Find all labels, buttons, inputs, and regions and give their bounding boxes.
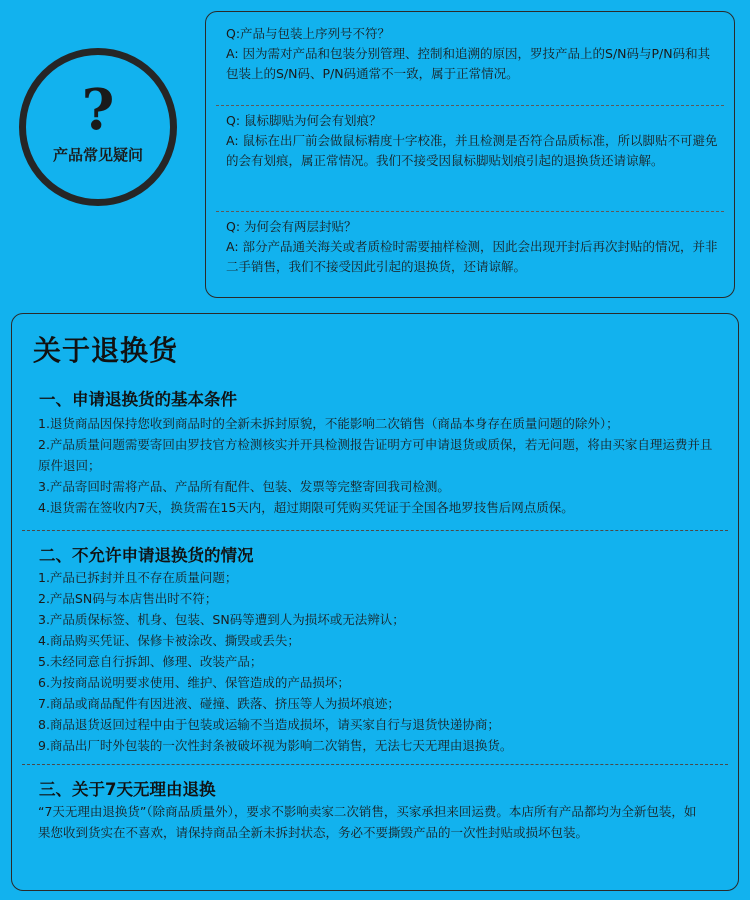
section-divider: [22, 764, 728, 765]
seven-days-paragraph: “7天无理由退换货”（除商品质量外），要求不影响卖家二次销售，买家承担来回运费。本店所有产品都均为全新包装，如果您收到货实在不喜欢，请保持商品全新未拆封状态，务必不要撕毁产品的一次性封贴或损坏包装。: [38, 804, 697, 840]
faq-badge-title: 产品常见疑问: [52, 145, 143, 164]
faq-answer: A: 因为需对产品和包装分别管理、控制和追溯的原因，罗技产品上的S/N码与P/N码和其包装上的S/N码、P/N码通常不一致，属于正常情况。: [226, 46, 711, 81]
list-item: 9.商品出厂时外包装的一次性封条被破坏视为影响二次销售，无法七天无理由退换货。: [38, 738, 513, 753]
section-heading-seven-days: 三、关于7天无理由退换: [39, 780, 216, 799]
faq-badge: [19, 48, 177, 206]
faq-divider: [216, 211, 724, 212]
faq-panel: [205, 11, 735, 298]
list-item: 3.产品质保标签、机身、包装、SN码等遭到人为损坏或无法辨认；: [38, 612, 405, 627]
section-divider: [22, 530, 728, 531]
section-heading-not-allowed: 二、不允许申请退换货的情况: [39, 546, 254, 565]
faq-item: [226, 111, 720, 171]
faq-answer: A: 鼠标在出厂前会做鼠标精度十字校准，并且检测是否符合品质标准，所以脚贴不可避免的会有划痕，属正常情况。我们不接受因鼠标脚贴划痕引起的退换货还请谅解。: [226, 133, 718, 168]
returns-panel: [11, 313, 739, 891]
list-item: 6.为按商品说明要求使用、维护、保管造成的产品损坏；: [38, 675, 350, 690]
returns-title: 关于退换货: [33, 334, 179, 367]
faq-item: [226, 24, 720, 84]
list-item: 4.商品购买凭证、保修卡被涂改、撕毁或丢失；: [38, 633, 300, 648]
list-item: 8.商品退货返回过程中由于包装或运输不当造成损坏，请买家自行与退货快递协商；: [38, 717, 500, 732]
list-item: 4.退货需在签收内7天，换货需在15天内，超过期限可凭购买凭证于全国各地罗技售后网点质保。: [38, 500, 574, 515]
list-item: 3.产品寄回时需将产品、产品所有配件、包装、发票等完整寄回我司检测。: [38, 479, 450, 494]
not-allowed-list: [38, 567, 720, 756]
list-item: 1.产品已拆封并且不存在质量问题；: [38, 570, 238, 585]
list-item: 1.退货商品因保持您收到商品时的全新未拆封原貌，不能影响二次销售（商品本身存在质量问题的除外）；: [38, 416, 619, 431]
conditions-list: [38, 413, 720, 518]
list-item: 2.产品SN码与本店售出时不符；: [38, 591, 218, 606]
faq-divider: [216, 105, 724, 106]
section-heading-conditions: 一、申请退换货的基本条件: [39, 390, 237, 409]
list-item: 7.商品或商品配件有因进液、碰撞、跌落、挤压等人为损坏痕迹；: [38, 696, 400, 711]
faq-question: Q: 为何会有两层封贴？: [226, 219, 357, 234]
faq-item: [226, 217, 720, 277]
question-mark-icon: ?: [81, 76, 115, 143]
faq-answer: A: 部分产品通关海关或者质检时需要抽样检测，因此会出现开封后再次封贴的情况，并非二手销售，我们不接受因此引起的退换货，还请谅解。: [226, 239, 718, 274]
list-item: 2.产品质量问题需要寄回由罗技官方检测核实并开具检测报告证明方可申请退货或质保，若无问题，将由买家自理运费并且原件退回；: [38, 437, 713, 473]
list-item: 5.未经同意自行拆卸、修理、改装产品；: [38, 654, 263, 669]
faq-question: Q:产品与包装上序列号不符？: [226, 26, 391, 41]
faq-question: Q: 鼠标脚贴为何会有划痕？: [226, 113, 382, 128]
